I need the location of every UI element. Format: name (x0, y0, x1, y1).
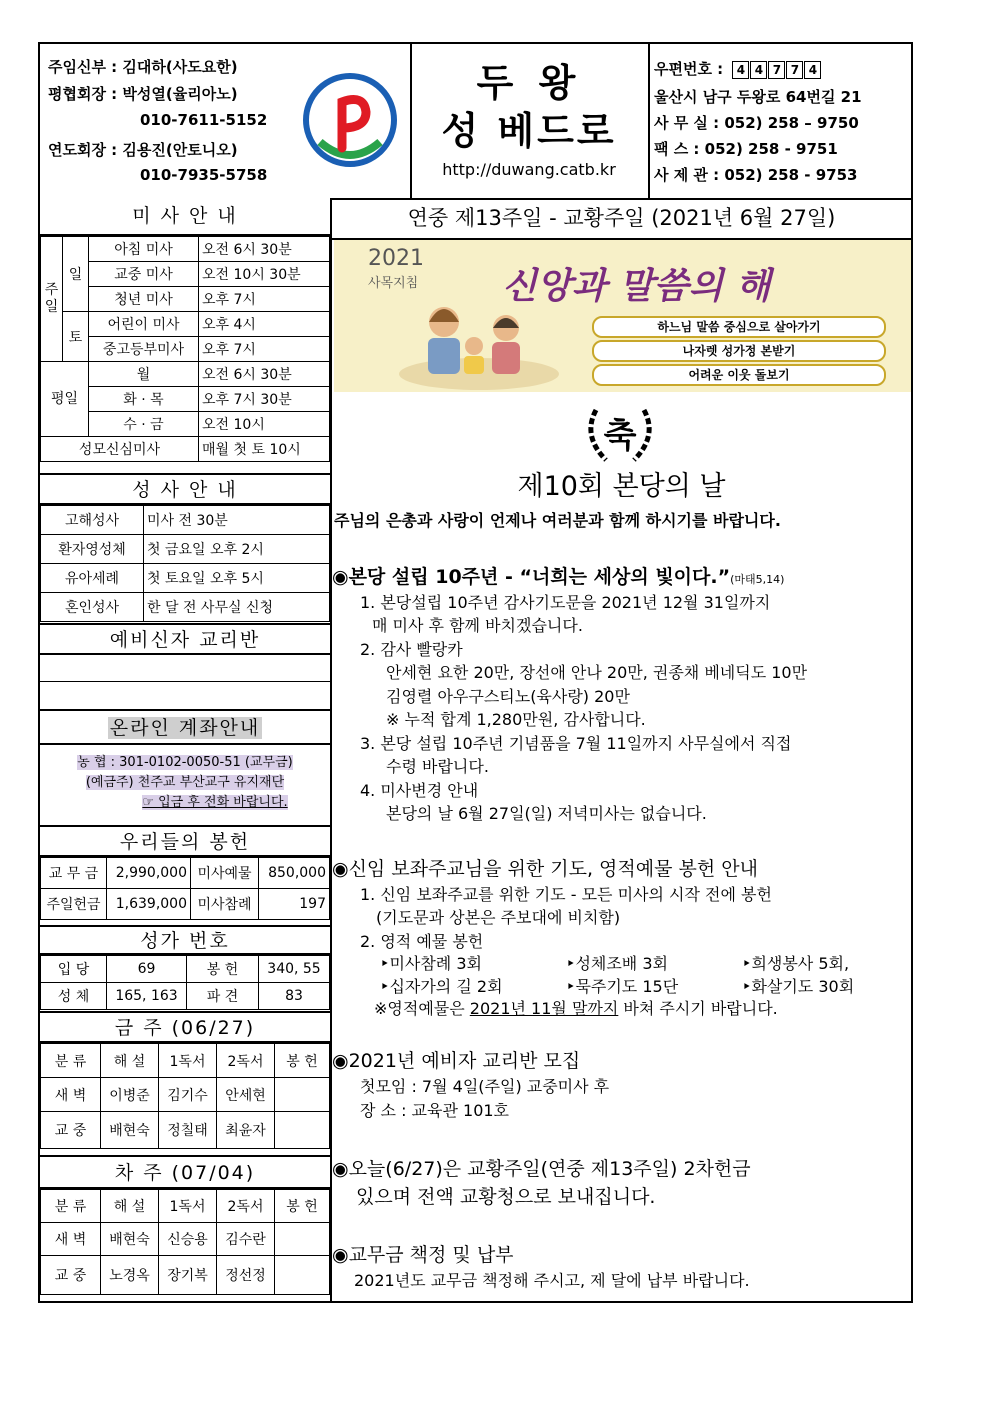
table-cell: 김수란 (217, 1223, 275, 1256)
sacrament-table (40, 505, 330, 622)
offering-label: 미사참례 (191, 889, 259, 920)
text-line: ※ 누적 합계 1,280만원, 감사합니다. (386, 710, 646, 729)
mass-time: 오후 7시 (199, 337, 330, 362)
text-line: (기도문과 상본은 주보대에 비치함) (376, 908, 621, 927)
left-column (40, 198, 332, 1303)
mass-title: 미 사 안 내 (40, 198, 330, 236)
text-line: 첫모임 : 7월 4일(주일) 교중미사 후 (360, 1077, 610, 1096)
list-item: ‣화살기도 30회 (742, 977, 855, 996)
account-line3: ☞ 입금 후 전화 바랍니다. (142, 795, 288, 810)
table-cell (275, 1112, 330, 1149)
postal-digit: 4 (804, 61, 821, 79)
celebration-title: 제10회 본당의 날 (517, 471, 726, 502)
mass-time: 오전 6시 30분 (199, 362, 330, 387)
mass-time: 오전 10시 30분 (199, 262, 330, 287)
sacrament-name: 혼인성사 (41, 593, 144, 622)
sacrament-value: 첫 금요일 오후 2시 (144, 535, 330, 564)
col-header: 2독서 (217, 1044, 275, 1078)
col-header: 1독서 (159, 1044, 217, 1078)
district-chair: 연도회장 : 김용진(안토니오) (48, 141, 238, 159)
this-week-table (40, 1043, 330, 1149)
section-title (332, 562, 784, 589)
hymn-label: 봉 헌 (187, 956, 259, 983)
mass-time: 오후 7시 30분 (199, 387, 330, 412)
mass-time: 오전 6시 30분 (199, 237, 330, 262)
col-header: 1독서 (159, 1190, 217, 1223)
mass-name: 청년 미사 (89, 287, 199, 312)
table-cell: 새 벽 (41, 1223, 101, 1256)
district-phone: 010-7935-5758 (140, 166, 268, 184)
postal-digit: 4 (750, 61, 767, 79)
mass-time: 오전 10시 (199, 412, 330, 437)
table-cell: 새 벽 (41, 1078, 101, 1112)
banner-pill: 어려운 이웃 돌보기 (592, 364, 886, 386)
mass-name: 어린이 미사 (89, 312, 199, 337)
table-cell: 교 중 (41, 1256, 101, 1295)
mass-time: 오후 4시 (199, 312, 330, 337)
section-4-title: ◉오늘(6/27)은 교황주일(연중 제13주일) 2차헌금 (332, 1158, 751, 1180)
banner-pill: 나자렛 성가정 본받기 (592, 340, 886, 362)
holy-hour-name: 성모신심미사 (41, 437, 199, 462)
fax-number: 팩 스 : 052) 258 - 9751 (654, 140, 838, 158)
text-line: 장 소 : 교육관 101호 (360, 1101, 510, 1120)
sunday-title: 연중 제13주일 - 교황주일 (2021년 6월 27일) (332, 198, 911, 240)
account-line2: (예금주) 천주교 부산교구 유지재단 (85, 775, 285, 790)
hymn-label: 성 체 (41, 983, 107, 1010)
next-week-title: 차 주 (07/04) (40, 1155, 330, 1189)
text-line: 2. 영적 예물 봉헌 (360, 932, 484, 951)
catechumen-title: 예비신자 교리반 (40, 623, 330, 655)
list-item: ‣십자가의 길 2회 (380, 977, 503, 996)
holy-hour-time: 매월 첫 토 10시 (199, 437, 330, 462)
celebration-emblem (582, 400, 658, 466)
mass-name: 중고등부미사 (89, 337, 199, 362)
col-header: 분 류 (41, 1190, 101, 1223)
header-staff (40, 44, 412, 198)
sacrament-value: 첫 토요일 오후 5시 (144, 564, 330, 593)
header (40, 44, 911, 200)
offering-value: 850,000 (259, 858, 330, 889)
note-deadline: 2021년 11월 말까지 (469, 999, 619, 1018)
account-info (40, 745, 330, 825)
table-cell: 안세현 (217, 1078, 275, 1112)
table-cell: 정칠태 (159, 1112, 217, 1149)
address: 울산시 남구 두왕로 64번길 21 (654, 88, 862, 106)
header-title (410, 44, 650, 198)
mass-schedule-table (40, 236, 330, 462)
text-line: 본당의 날 6월 27일(일) 저녁미사는 없습니다. (386, 804, 707, 823)
weekday-label: 평일 (41, 362, 89, 437)
col-header: 봉 헌 (275, 1190, 330, 1223)
table-cell (275, 1078, 330, 1112)
table-cell: 배현숙 (101, 1223, 159, 1256)
scripture-ref: (마태5,14) (730, 573, 785, 586)
note-text: ※영적예물은 (374, 999, 470, 1018)
account-title: 온라인 계좌안내 (109, 717, 261, 739)
col-header: 해 설 (101, 1190, 159, 1223)
section-2-title: ◉신임 보좌주교님을 위한 기도, 영적예물 봉헌 안내 (332, 858, 758, 880)
table-cell (275, 1223, 330, 1256)
emblem-text: 축 (603, 416, 637, 456)
col-header: 분 류 (41, 1044, 101, 1078)
main-column (332, 198, 911, 1303)
text-line: 2. 감사 빨랑카 (360, 640, 463, 659)
postal-digit: 7 (786, 61, 803, 79)
divider (40, 681, 330, 682)
section-5-title: ◉교무금 책정 및 납부 (332, 1244, 514, 1266)
table-cell: 배현숙 (101, 1112, 159, 1149)
list-item: ‣묵주기도 15단 (566, 977, 679, 996)
offering-value: 197 (259, 889, 330, 920)
day-label: 일 (63, 237, 89, 312)
hymn-label: 파 견 (187, 983, 259, 1010)
table-cell: 신승용 (159, 1223, 217, 1256)
col-header: 해 설 (101, 1044, 159, 1078)
col-header: 봉 헌 (275, 1044, 330, 1078)
hymn-number: 340, 55 (259, 956, 330, 983)
col-header: 2독서 (217, 1190, 275, 1223)
sacrament-name: 환자영성체 (41, 535, 144, 564)
note-text: 바쳐 주시기 바랍니다. (618, 999, 778, 1018)
text-line: 김영렬 아우구스티노(육사랑) 20만 (386, 687, 630, 706)
parish-url[interactable]: http://duwang.catb.kr (442, 160, 616, 179)
hymn-number: 165, 163 (107, 983, 187, 1010)
sat-label: 토 (63, 312, 89, 362)
this-week-title: 금 주 (06/27) (40, 1011, 330, 1043)
text-line: 매 미사 후 함께 바치겠습니다. (372, 616, 583, 635)
table-cell: 노경옥 (101, 1256, 159, 1295)
sunday-label: 주일 (41, 237, 63, 362)
offering-note (374, 996, 778, 1019)
offering-title: 우리들의 봉헌 (40, 825, 330, 857)
council-phone: 010-7611-5152 (140, 111, 268, 129)
hymns-title: 성가 번호 (40, 925, 330, 955)
account-title-box (40, 709, 330, 745)
hymn-number: 69 (107, 956, 187, 983)
list-item: ‣미사참례 3회 (380, 954, 482, 973)
postal-digit: 4 (732, 61, 749, 79)
mass-name: 아침 미사 (89, 237, 199, 262)
hymns-table (40, 955, 330, 1010)
sacrament-name: 유아세례 (41, 564, 144, 593)
table-cell: 정선정 (217, 1256, 275, 1295)
mass-name: 수 · 금 (89, 412, 199, 437)
table-cell: 장기복 (159, 1256, 217, 1295)
pastor: 주임신부 : 김대하(사도요한) (48, 58, 238, 76)
offering-value: 1,639,000 (107, 889, 191, 920)
table-cell (275, 1256, 330, 1295)
offering-label: 교 무 금 (41, 858, 107, 889)
blessing: 주님의 은총과 사랑이 언제나 여러분과 함께 하시기를 바랍니다. (334, 511, 781, 530)
bulletin-page (38, 42, 913, 1303)
hymn-number: 83 (259, 983, 330, 1010)
list-item: ‣희생봉사 5회, (742, 954, 850, 973)
table-cell: 최윤자 (217, 1112, 275, 1149)
next-week-table (40, 1189, 330, 1295)
holy-family-icon (394, 294, 564, 390)
banner-pill: 하느님 말씀 중심으로 살아가기 (592, 316, 886, 338)
list-item: ‣성체조배 3회 (566, 954, 668, 973)
text-line: 1. 신임 보좌주교를 위한 기도 - 모든 미사의 시작 전에 봉헌 (360, 885, 772, 904)
header-contact (650, 44, 911, 198)
banner-slogan: 신앙과 말씀의 해 (502, 265, 771, 307)
text-line: 안세현 요한 20만, 장선애 안나 20만, 권종채 베네딕도 10만 (386, 663, 808, 682)
council-chair: 평협회장 : 박성열(율리아노) (48, 85, 238, 103)
banner-year: 2021 (368, 246, 424, 271)
rectory-phone: 사 제 관 : 052) 258 - 9753 (654, 166, 858, 184)
table-cell: 이병준 (101, 1078, 159, 1112)
text-line: 1. 본당설립 10주년 감사기도문을 2021년 12월 31일까지 (360, 593, 771, 612)
postal-digit: 7 (768, 61, 785, 79)
offering-value: 2,990,000 (107, 858, 191, 889)
sacrament-name: 고해성사 (41, 506, 144, 535)
text-line: 4. 미사변경 안내 (360, 781, 479, 800)
offering-label: 미사예물 (191, 858, 259, 889)
text-line: 2021년도 교무금 책정해 주시고, 제 달에 납부 바랍니다. (354, 1271, 750, 1290)
offering-table (40, 857, 330, 920)
postal-label: 우편번호 : (654, 60, 724, 78)
sacrament-value: 한 달 전 사무실 신청 (144, 593, 330, 622)
title-line1: 두 왕 (476, 61, 582, 105)
sacrament-title: 성 사 안 내 (40, 473, 330, 505)
offering-label: 주일헌금 (41, 889, 107, 920)
postal-code (654, 58, 822, 79)
banner-subtitle: 사목지침 (368, 276, 419, 291)
section-3-title: ◉2021년 예비자 교리반 모집 (332, 1050, 581, 1072)
table-cell: 김기수 (159, 1078, 217, 1112)
title-line2: 성 베드로 (441, 109, 617, 153)
sacrament-value: 미사 전 30분 (144, 506, 330, 535)
hymn-label: 입 당 (41, 956, 107, 983)
section-1-title: ◉본당 설립 10주년 - “너희는 세상의 빛이다.” (332, 566, 731, 588)
mass-name: 월 (89, 362, 199, 387)
mass-name: 화 · 목 (89, 387, 199, 412)
pastoral-banner (334, 240, 911, 392)
section-4-line: 있으며 전액 교황청으로 보내집니다. (356, 1186, 656, 1208)
mass-time: 오후 7시 (199, 287, 330, 312)
table-cell: 교 중 (41, 1112, 101, 1149)
text-line: 수령 바랍니다. (386, 757, 489, 776)
text-line: 3. 본당 설립 10주년 기념품을 7월 11일까지 사무실에서 직접 (360, 734, 792, 753)
parish-logo-icon (302, 72, 398, 168)
mass-name: 교중 미사 (89, 262, 199, 287)
office-phone: 사 무 실 : 052) 258 – 9750 (654, 114, 859, 132)
account-line1: 농 협 : 301-0102-0050-51 (교무금) (77, 755, 293, 770)
